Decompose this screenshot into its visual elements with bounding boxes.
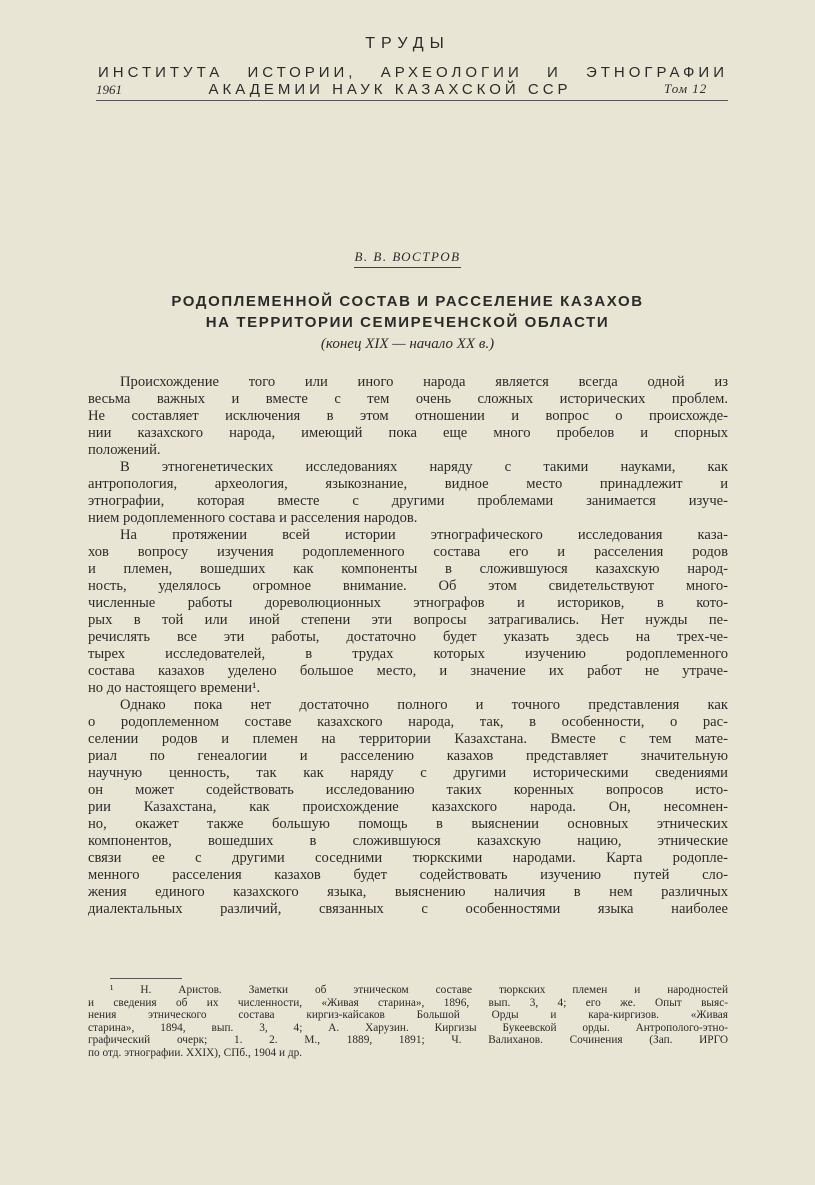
body-line: рых в той или иной степени эти вопросы затрагивались. Нет нужды пе- (88, 612, 728, 628)
footnote-rule (110, 978, 182, 979)
body-line: жения единого казахского языка, выяснению наличия в нем различных (88, 884, 728, 900)
author-name: В. В. ВОСТРОВ (354, 249, 460, 268)
body-line: о родоплеменном составе казахского народа, так, в особенности, о рас- (88, 714, 728, 730)
body-line: хов вопросу изучения родоплеменного состава его и расселения родов (88, 544, 728, 560)
article-subtitle: (конец XIX — начало XX в.) (320, 336, 495, 352)
body-line: рии Казахстана, как происхождение казахского народа. Он, несомнен- (88, 799, 728, 815)
footnote-line: по отд. этнографии. XXIX), СПб., 1904 и др. (88, 1046, 303, 1059)
volume-number: Том 12 (664, 81, 708, 96)
header-rule (96, 100, 728, 101)
body-line: связи ее с другими соседними тюркскими народами. Карта родопле- (88, 850, 728, 866)
body-line: ность, уделялось огромное внимание. Об этом свидетельствуют много- (88, 578, 728, 594)
body-line: нии казахского народа, имеющий пока еще много пробелов и спорных (88, 425, 728, 441)
series-title: ТРУДЫ (365, 35, 450, 52)
body-line: нием родоплеменного состава и расселения народов. (88, 510, 418, 526)
body-line: численные работы дореволюционных этнографов и историков, в кото- (88, 595, 728, 611)
article-title-line-1: РОДОПЛЕМЕННОЙ СОСТАВ И РАССЕЛЕНИЕ КАЗАХОВ (171, 293, 644, 310)
body-line: Однако пока нет достаточно полного и точного представления как (120, 697, 728, 713)
body-line: научную ценность, так как наряду с другими историческими сведениями (88, 765, 728, 781)
body-line: риал по генеалогии и расселению казахов представляет значительную (88, 748, 728, 764)
body-line: состава казахов уделено большое место, и значение их работ не утраче- (88, 663, 728, 679)
body-line: антропология, археология, языкознание, видное место принадлежит и (88, 476, 728, 492)
body-line: В этногенетических исследованиях наряду с такими науками, как (120, 459, 728, 475)
body-line: он может содействовать исследованию таких коренных вопросов исто- (88, 782, 728, 798)
footnote-line: нения этнического состава киргиз-кайсаков Большой Орды и кара-киргизов. «Живая (88, 1009, 728, 1022)
body-line: и племен, вошедших как компоненты в сложившуюся казахскую народ- (88, 561, 728, 577)
body-line: селении родов и племен на территории Казахстана. Вместе с тем мате- (88, 731, 728, 747)
body-line: диалектальных различий, связанных с особенностями языка наиболее (88, 901, 728, 917)
body-text (88, 374, 728, 918)
body-line: На протяжении всей истории этнографического исследования каза- (120, 527, 728, 543)
body-line: Происхождение того или иного народа является всегда одной из (120, 374, 728, 390)
publication-year: 1961 (96, 82, 122, 97)
article-title-line-2: НА ТЕРРИТОРИИ СЕМИРЕЧЕНСКОЙ ОБЛАСТИ (205, 314, 610, 331)
body-line: положений. (88, 442, 161, 458)
body-line: но, окажет также большую помощь в выяснении основных этнических (88, 816, 728, 832)
body-line: этнографии, которая вместе с другими проблемами занимается изуче- (88, 493, 728, 509)
body-line: речислять все эти работы, достаточно будет указать здесь на трех-че- (88, 629, 728, 645)
author (0, 249, 815, 265)
footnote-line: графический очерк; 1. 2. М., 1889, 1891; Ч. Валиханов. Сочинения (Зап. ИРГО (88, 1034, 728, 1047)
body-line: компонентов, вошедших в сложившуюся казахскую нацию, этнические (88, 833, 728, 849)
body-line: менного расселения казахов будет содействовать изучению путей сло- (88, 867, 728, 883)
body-line: но до настоящего времени¹. (88, 680, 261, 696)
footnotes (88, 984, 728, 1060)
footnote-line: старина», 1894, вып. 3, 4; А. Харузин. Киргизы Букеевской орды. Антрополого-этно- (88, 1021, 728, 1034)
footnote-line: ¹ Н. Аристов. Заметки об этническом составе тюркских племен и народностей (110, 984, 728, 996)
body-line: тырех исследователей, в трудах которых изучению родоплеменного (88, 646, 728, 662)
institute-name: ИНСТИТУТА ИСТОРИИ, АРХЕОЛОГИИ И ЭТНОГРАФИИ (98, 64, 728, 81)
body-line: Не составляет исключения в этом отношении и вопрос о происхожде- (88, 408, 728, 424)
footnote-line: и сведения об их численности, «Живая старина», 1896, вып. 3, 4; его же. Опыт выяс- (88, 996, 728, 1009)
body-line: весьма важных и вместе с тем очень сложных исторических проблем. (88, 391, 728, 407)
academy-name: АКАДЕМИИ НАУК КАЗАХСКОЙ ССР (208, 81, 572, 98)
